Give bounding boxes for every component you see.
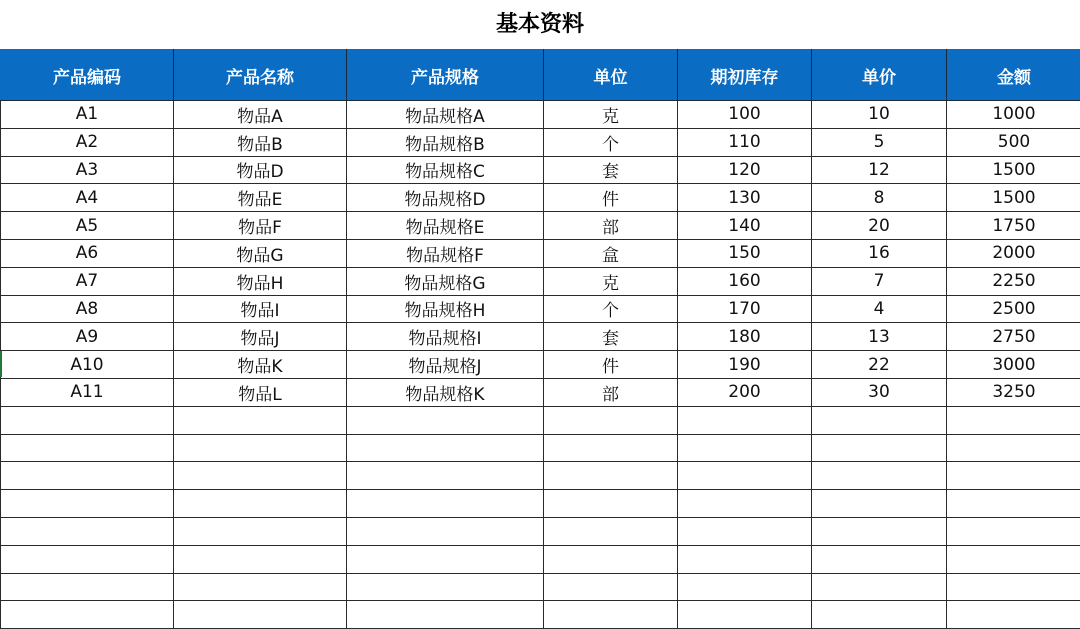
cell-product-code[interactable]: A8 bbox=[1, 295, 174, 323]
empty-cell[interactable] bbox=[812, 490, 947, 518]
cell-product-name[interactable]: 物品I bbox=[174, 295, 347, 323]
empty-cell[interactable] bbox=[678, 517, 812, 545]
empty-cell[interactable] bbox=[174, 573, 347, 601]
cell-product-name[interactable]: 物品D bbox=[174, 156, 347, 184]
empty-cell[interactable] bbox=[347, 434, 544, 462]
cell-opening-stock[interactable]: 160 bbox=[678, 267, 812, 295]
cell-opening-stock[interactable]: 120 bbox=[678, 156, 812, 184]
cell-unit-price[interactable]: 12 bbox=[812, 156, 947, 184]
empty-cell[interactable] bbox=[678, 601, 812, 629]
cell-unit[interactable]: 套 bbox=[544, 156, 678, 184]
cell-product-spec[interactable]: 物品规格B bbox=[347, 128, 544, 156]
cell-opening-stock[interactable]: 200 bbox=[678, 378, 812, 406]
cell-unit[interactable]: 盒 bbox=[544, 239, 678, 267]
empty-cell[interactable] bbox=[1, 573, 174, 601]
cell-unit[interactable]: 套 bbox=[544, 323, 678, 351]
cell-product-name[interactable]: 物品K bbox=[174, 351, 347, 379]
table-row bbox=[1, 128, 1080, 156]
empty-cell[interactable] bbox=[544, 490, 678, 518]
empty-cell[interactable] bbox=[544, 406, 678, 434]
cell-product-spec[interactable]: 物品规格C bbox=[347, 156, 544, 184]
empty-cell[interactable] bbox=[174, 601, 347, 629]
empty-cell[interactable] bbox=[174, 462, 347, 490]
empty-cell[interactable] bbox=[947, 573, 1080, 601]
cell-amount[interactable]: 3250 bbox=[947, 378, 1080, 406]
cell-product-spec[interactable]: 物品规格F bbox=[347, 239, 544, 267]
empty-cell[interactable] bbox=[174, 517, 347, 545]
empty-cell[interactable] bbox=[347, 545, 544, 573]
empty-cell[interactable] bbox=[174, 406, 347, 434]
cell-product-spec[interactable]: 物品规格E bbox=[347, 212, 544, 240]
cell-product-spec[interactable]: 物品规格I bbox=[347, 323, 544, 351]
cell-amount[interactable]: 2250 bbox=[947, 267, 1080, 295]
empty-cell[interactable] bbox=[812, 434, 947, 462]
cell-product-name[interactable]: 物品H bbox=[174, 267, 347, 295]
cell-unit-price[interactable]: 22 bbox=[812, 351, 947, 379]
cell-amount[interactable]: 2750 bbox=[947, 323, 1080, 351]
cell-product-name[interactable]: 物品J bbox=[174, 323, 347, 351]
cell-unit-price[interactable]: 20 bbox=[812, 212, 947, 240]
cell-product-spec[interactable]: 物品规格D bbox=[347, 184, 544, 212]
cell-product-code[interactable]: A11 bbox=[1, 378, 174, 406]
empty-cell[interactable] bbox=[947, 406, 1080, 434]
cell-product-spec[interactable]: 物品规格K bbox=[347, 378, 544, 406]
cell-unit-price[interactable]: 7 bbox=[812, 267, 947, 295]
cell-amount[interactable]: 3000 bbox=[947, 351, 1080, 379]
cell-unit-price[interactable]: 4 bbox=[812, 295, 947, 323]
header-amount[interactable]: 金额 bbox=[947, 50, 1080, 101]
empty-cell[interactable] bbox=[812, 573, 947, 601]
cell-unit[interactable]: 克 bbox=[544, 267, 678, 295]
cell-unit[interactable]: 件 bbox=[544, 184, 678, 212]
empty-row bbox=[1, 434, 1080, 462]
cell-opening-stock[interactable]: 190 bbox=[678, 351, 812, 379]
table-row bbox=[1, 267, 1080, 295]
cell-unit[interactable]: 部 bbox=[544, 212, 678, 240]
empty-cell[interactable] bbox=[947, 601, 1080, 629]
empty-cell[interactable] bbox=[347, 406, 544, 434]
cell-amount[interactable]: 500 bbox=[947, 128, 1080, 156]
cell-product-name[interactable]: 物品B bbox=[174, 128, 347, 156]
empty-cell[interactable] bbox=[678, 434, 812, 462]
cell-unit-price[interactable]: 5 bbox=[812, 128, 947, 156]
empty-cell[interactable] bbox=[347, 573, 544, 601]
empty-cell[interactable] bbox=[1, 517, 174, 545]
header-row bbox=[1, 50, 1080, 101]
table-row bbox=[1, 295, 1080, 323]
cell-amount[interactable]: 1500 bbox=[947, 184, 1080, 212]
empty-cell[interactable] bbox=[1, 601, 174, 629]
cell-unit-price[interactable]: 8 bbox=[812, 184, 947, 212]
empty-cell[interactable] bbox=[174, 490, 347, 518]
table-header bbox=[1, 50, 1080, 101]
empty-cell[interactable] bbox=[347, 601, 544, 629]
empty-cell[interactable] bbox=[544, 573, 678, 601]
empty-cell[interactable] bbox=[174, 434, 347, 462]
empty-cell[interactable] bbox=[947, 462, 1080, 490]
empty-cell[interactable] bbox=[1, 545, 174, 573]
cell-product-spec[interactable]: 物品规格G bbox=[347, 267, 544, 295]
cell-amount[interactable]: 1500 bbox=[947, 156, 1080, 184]
empty-row bbox=[1, 517, 1080, 545]
header-product-code[interactable]: 产品编码 bbox=[1, 50, 174, 101]
empty-cell[interactable] bbox=[947, 545, 1080, 573]
header-unit[interactable]: 单位 bbox=[544, 50, 678, 101]
empty-cell[interactable] bbox=[347, 462, 544, 490]
empty-cell[interactable] bbox=[678, 573, 812, 601]
cell-product-code[interactable]: A3 bbox=[1, 156, 174, 184]
empty-cell[interactable] bbox=[812, 462, 947, 490]
cell-amount[interactable]: 2500 bbox=[947, 295, 1080, 323]
empty-cell[interactable] bbox=[678, 545, 812, 573]
cell-product-code[interactable]: A7 bbox=[1, 267, 174, 295]
empty-cell[interactable] bbox=[678, 462, 812, 490]
empty-cell[interactable] bbox=[678, 490, 812, 518]
cell-unit[interactable]: 个 bbox=[544, 128, 678, 156]
table-row bbox=[1, 184, 1080, 212]
cell-opening-stock[interactable]: 130 bbox=[678, 184, 812, 212]
cell-amount[interactable]: 2000 bbox=[947, 239, 1080, 267]
cell-unit-price[interactable]: 10 bbox=[812, 101, 947, 129]
table-row bbox=[1, 323, 1080, 351]
cell-unit-price[interactable]: 13 bbox=[812, 323, 947, 351]
empty-cell[interactable] bbox=[544, 601, 678, 629]
cell-product-name[interactable]: 物品G bbox=[174, 239, 347, 267]
table-row bbox=[1, 156, 1080, 184]
cell-opening-stock[interactable]: 150 bbox=[678, 239, 812, 267]
cell-product-name[interactable]: 物品L bbox=[174, 378, 347, 406]
empty-cell[interactable] bbox=[812, 406, 947, 434]
empty-row bbox=[1, 490, 1080, 518]
cell-opening-stock[interactable]: 100 bbox=[678, 101, 812, 129]
empty-cell[interactable] bbox=[544, 434, 678, 462]
empty-row bbox=[1, 462, 1080, 490]
row-selection-marker bbox=[0, 351, 2, 377]
cell-product-code[interactable]: A4 bbox=[1, 184, 174, 212]
cell-product-code[interactable]: A10 bbox=[1, 351, 174, 379]
empty-cell[interactable] bbox=[812, 601, 947, 629]
empty-cell[interactable] bbox=[947, 517, 1080, 545]
cell-amount[interactable]: 1750 bbox=[947, 212, 1080, 240]
empty-cell[interactable] bbox=[544, 517, 678, 545]
cell-product-name[interactable]: 物品E bbox=[174, 184, 347, 212]
cell-unit[interactable]: 部 bbox=[544, 378, 678, 406]
cell-opening-stock[interactable]: 110 bbox=[678, 128, 812, 156]
cell-unit[interactable]: 个 bbox=[544, 295, 678, 323]
cell-product-name[interactable]: 物品A bbox=[174, 101, 347, 129]
sheet-title: 基本资料 bbox=[0, 0, 1080, 49]
empty-row bbox=[1, 601, 1080, 629]
empty-cell[interactable] bbox=[1, 434, 174, 462]
empty-cell[interactable] bbox=[544, 545, 678, 573]
cell-amount[interactable]: 1000 bbox=[947, 101, 1080, 129]
empty-cell[interactable] bbox=[947, 434, 1080, 462]
empty-cell[interactable] bbox=[1, 406, 174, 434]
data-table bbox=[0, 49, 1080, 629]
cell-product-name[interactable]: 物品F bbox=[174, 212, 347, 240]
cell-unit-price[interactable]: 16 bbox=[812, 239, 947, 267]
empty-cell[interactable] bbox=[1, 490, 174, 518]
empty-cell[interactable] bbox=[812, 545, 947, 573]
empty-cell[interactable] bbox=[947, 490, 1080, 518]
cell-product-spec[interactable]: 物品规格J bbox=[347, 351, 544, 379]
table-row bbox=[1, 351, 1080, 379]
empty-cell[interactable] bbox=[1, 462, 174, 490]
cell-product-spec[interactable]: 物品规格A bbox=[347, 101, 544, 129]
cell-opening-stock[interactable]: 180 bbox=[678, 323, 812, 351]
cell-product-code[interactable]: A2 bbox=[1, 128, 174, 156]
cell-opening-stock[interactable]: 170 bbox=[678, 295, 812, 323]
cell-product-code[interactable]: A6 bbox=[1, 239, 174, 267]
table-row bbox=[1, 239, 1080, 267]
table-row bbox=[1, 378, 1080, 406]
cell-unit[interactable]: 克 bbox=[544, 101, 678, 129]
empty-cell[interactable] bbox=[174, 545, 347, 573]
empty-cell[interactable] bbox=[347, 517, 544, 545]
header-unit-price[interactable]: 单价 bbox=[812, 50, 947, 101]
table-body bbox=[1, 101, 1080, 629]
table-row bbox=[1, 212, 1080, 240]
header-product-spec[interactable]: 产品规格 bbox=[347, 50, 544, 101]
empty-cell[interactable] bbox=[544, 462, 678, 490]
header-product-name[interactable]: 产品名称 bbox=[174, 50, 347, 101]
cell-unit[interactable]: 件 bbox=[544, 351, 678, 379]
cell-opening-stock[interactable]: 140 bbox=[678, 212, 812, 240]
cell-product-code[interactable]: A5 bbox=[1, 212, 174, 240]
empty-row bbox=[1, 573, 1080, 601]
empty-cell[interactable] bbox=[812, 517, 947, 545]
empty-cell[interactable] bbox=[347, 490, 544, 518]
cell-product-spec[interactable]: 物品规格H bbox=[347, 295, 544, 323]
empty-row bbox=[1, 406, 1080, 434]
cell-unit-price[interactable]: 30 bbox=[812, 378, 947, 406]
table-row bbox=[1, 101, 1080, 129]
cell-product-code[interactable]: A9 bbox=[1, 323, 174, 351]
empty-row bbox=[1, 545, 1080, 573]
header-opening-stock[interactable]: 期初库存 bbox=[678, 50, 812, 101]
cell-product-code[interactable]: A1 bbox=[1, 101, 174, 129]
empty-cell[interactable] bbox=[678, 406, 812, 434]
